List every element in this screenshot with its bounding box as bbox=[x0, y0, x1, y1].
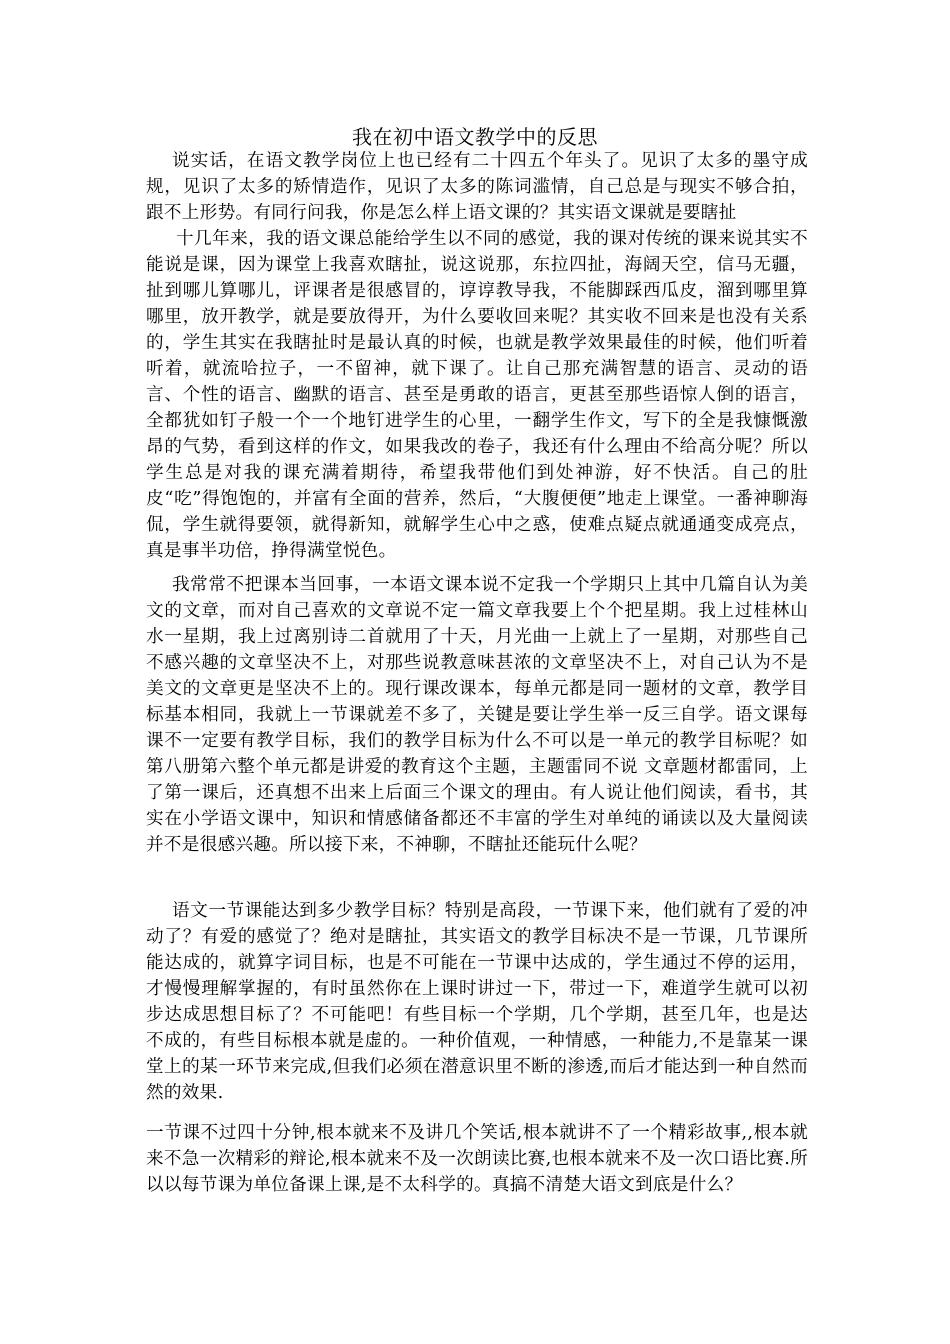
paragraph-5: 一节课不过四十分钟,根本就来不及讲几个笑话,根本就讲不了一个精彩故事,,根本就来不急一次精彩的辩论,根本就来不及一次朗读比赛,也根本就来不及一次口语比赛.所以以每节课为单位备课上课,是不太科学的。真搞不清楚大语文到底是什么？ bbox=[146, 1123, 808, 1195]
paragraph-2: 十几年来，我的语文课总能给学生以不同的感觉，我的课对传统的课来说其实不能说是课，因为课堂上我喜欢瞎扯，说这说那，东拉四扯，海阔天空，信马无疆，扯到哪儿算哪儿，评课者是很感冒的，谆谆教导我，不能脚踩西瓜皮，溜到哪里算哪里，放开教学，就是要放得开，为什么要收回来呢？其实收不回来是也没有关系的，学生其实在我瞎扯时是最认真的时候，也就是教学效果最佳的时候，他们听着听着，就流哈拉子，一不留神，就下课了。让自己那充满智慧的语言、灵动的语言、个性的语言、幽默的语言、甚至是勇敢的语言，更甚至那些语惊人倒的语言，全都犹如钉子般一个一个地钉进学生的心里，一翻学生作文，写下的全是我慷慨激昂的气势，看到这样的作文，如果我改的卷子，我还有什么理由不给高分呢？所以学生总是对我的课充满着期待，希望我带他们到处神游，好不快活。自己的肚皮“吃”得饱饱的，并富有全面的营养，然后，“大腹便便”地走上课堂。一番神聊海侃，学生就得要领，就得新知，就解学生心中之惑，使难点疑点就通通变成亮点，真是事半功倍，挣得满堂悦色。 bbox=[146, 229, 808, 561]
paragraph-1: 说实话，在语文教学岗位上也已经有二十四五个年头了。见识了太多的墨守成规，见识了太多的矫情造作，见识了太多的陈词滥情，自己总是与现实不够合拍，跟不上形势。有同行问我，你是怎么样上语文课的？其实语文课就是要瞎扯 bbox=[146, 151, 808, 223]
paragraph-3: 我常常不把课本当回事，一本语文课本说不定我一个学期只上其中几篇自认为美文的文章，而对自己喜欢的文章说不定一篇文章我要上个个把星期。我上过桂林山水一星期，我上过离别诗二首就用了十天，月光曲一上就上了一星期，对那些自己不感兴趣的文章坚决不上，对那些说教意味甚浓的文章坚决不上，对自己认为不是美文的文章更是坚决不上的。现行课改课本，每单元都是同一题材的文章，教学目标基本相同，我就上一节课就差不多了，关键是要让学生举一反三自学。语文课每课不一定要有教学目标，我们的教学目标为什么不可以是一单元的教学目标呢？如第八册第六整个单元都是讲爱的教育这个主题，主题雷同不说 文章题材都雷同，上了第一课后，还真想不出来上后面三个课文的理由。有人说让他们阅读，看书，其实在小学语文课中，知识和情感储备都还不丰富的学生对单纯的诵读以及大量阅读并不是很感兴趣。所以接下来，不神聊，不瞎扯还能玩什么呢？ bbox=[146, 575, 808, 855]
paragraph-4: 语文一节课能达到多少教学目标？特别是高段，一节课下来，他们就有了爱的冲动了？有爱的感觉了？绝对是瞎扯，其实语文的教学目标决不是一节课，几节课所能达成的，就算字词目标，也是不可能在一节课中达成的，学生通过不停的运用，才慢慢理解掌握的，有时虽然你在上课时讲过一下，带过一下，难道学生就可以初步达成思想目标了？不可能吧！有些目标一个学期，几个学期，甚至几年，也是达不成的，有些目标根本就是虚的。一种价值观，一种情感，一种能力,不是靠某一课堂上的某一环节来完成,但我们必须在潜意识里不断的渗透,而后才能达到一种自然而然的效果. bbox=[146, 901, 808, 1103]
document-title: 我在初中语文教学中的反思 bbox=[352, 125, 598, 149]
